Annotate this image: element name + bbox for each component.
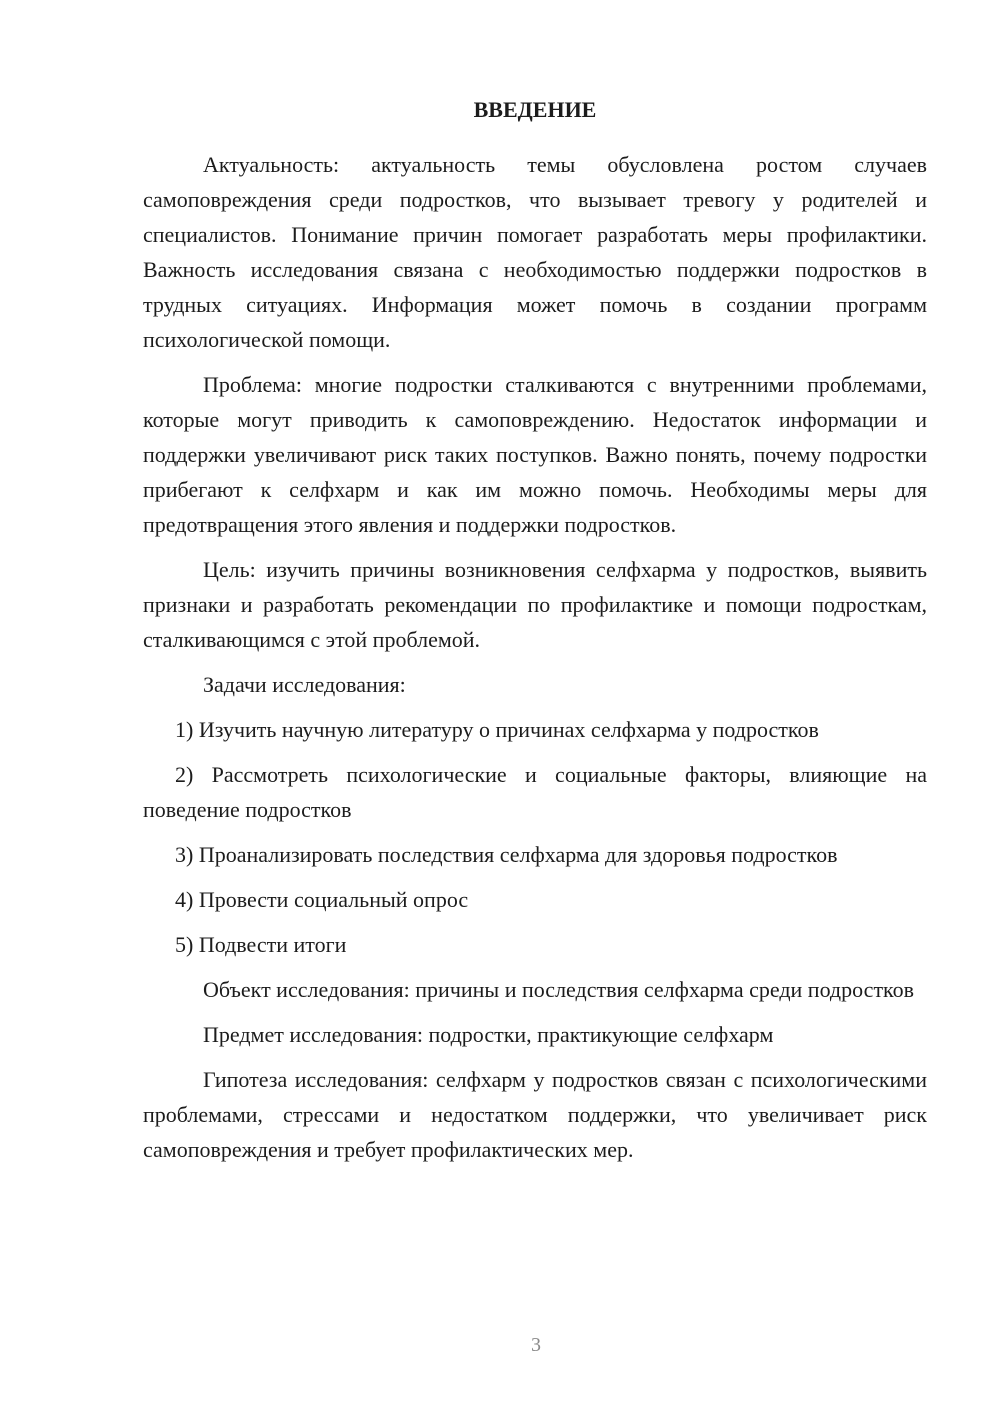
page-number: 3: [531, 1334, 541, 1356]
relevance-paragraph: Актуальность: актуальность темы обусловлена ростом случаев самоповреждения среди подростков, что вызывает тревогу у родителей и специалистов. Понимание причин помогает разработать меры профилактики. Важность исследования связана с необходимостью поддержки подростков в трудных ситуациях. Информация может помочь в создании программ психологической помощи.: [143, 152, 927, 352]
tasks-heading: Задачи исследования:: [203, 672, 406, 697]
task-item-2: 2) Рассмотреть психологические и социальные факторы, влияющие на поведение подростков: [143, 762, 927, 822]
task-item-1: 1) Изучить научную литературу о причинах селфхарма у подростков: [175, 717, 819, 742]
problem-paragraph: Проблема: многие подростки сталкиваются с внутренними проблемами, которые могут приводить к самоповреждению. Недостаток информации и поддержки увеличивают риск таких поступков. Важно понять, почему подростки прибегают к селфхарм и как им можно помочь. Необходимы меры для предотвращения этого явления и поддержки подростков.: [143, 372, 927, 537]
object-paragraph: Объект исследования: причины и последствия селфхарма среди подростков: [203, 977, 915, 1002]
page-content: [143, 92, 927, 1167]
subject-paragraph: Предмет исследования: подростки, практикующие селфхарм: [203, 1022, 774, 1047]
task-item-4: 4) Провести социальный опрос: [175, 887, 469, 912]
task-item-3: 3) Проанализировать последствия селфхарма для здоровья подростков: [175, 842, 838, 867]
hypothesis-paragraph: Гипотеза исследования: селфхарм у подростков связан с психологическими проблемами, стрессами и недостатком поддержки, что увеличивает риск самоповреждения и требует профилактических мер.: [143, 1067, 927, 1162]
goal-paragraph: Цель: изучить причины возникновения селфхарма у подростков, выявить признаки и разработать рекомендации по профилактике и помощи подросткам, сталкивающимся с этой проблемой.: [143, 557, 927, 652]
task-item-5: 5) Подвести итоги: [175, 932, 347, 957]
page-title: ВВЕДЕНИЕ: [473, 97, 597, 122]
